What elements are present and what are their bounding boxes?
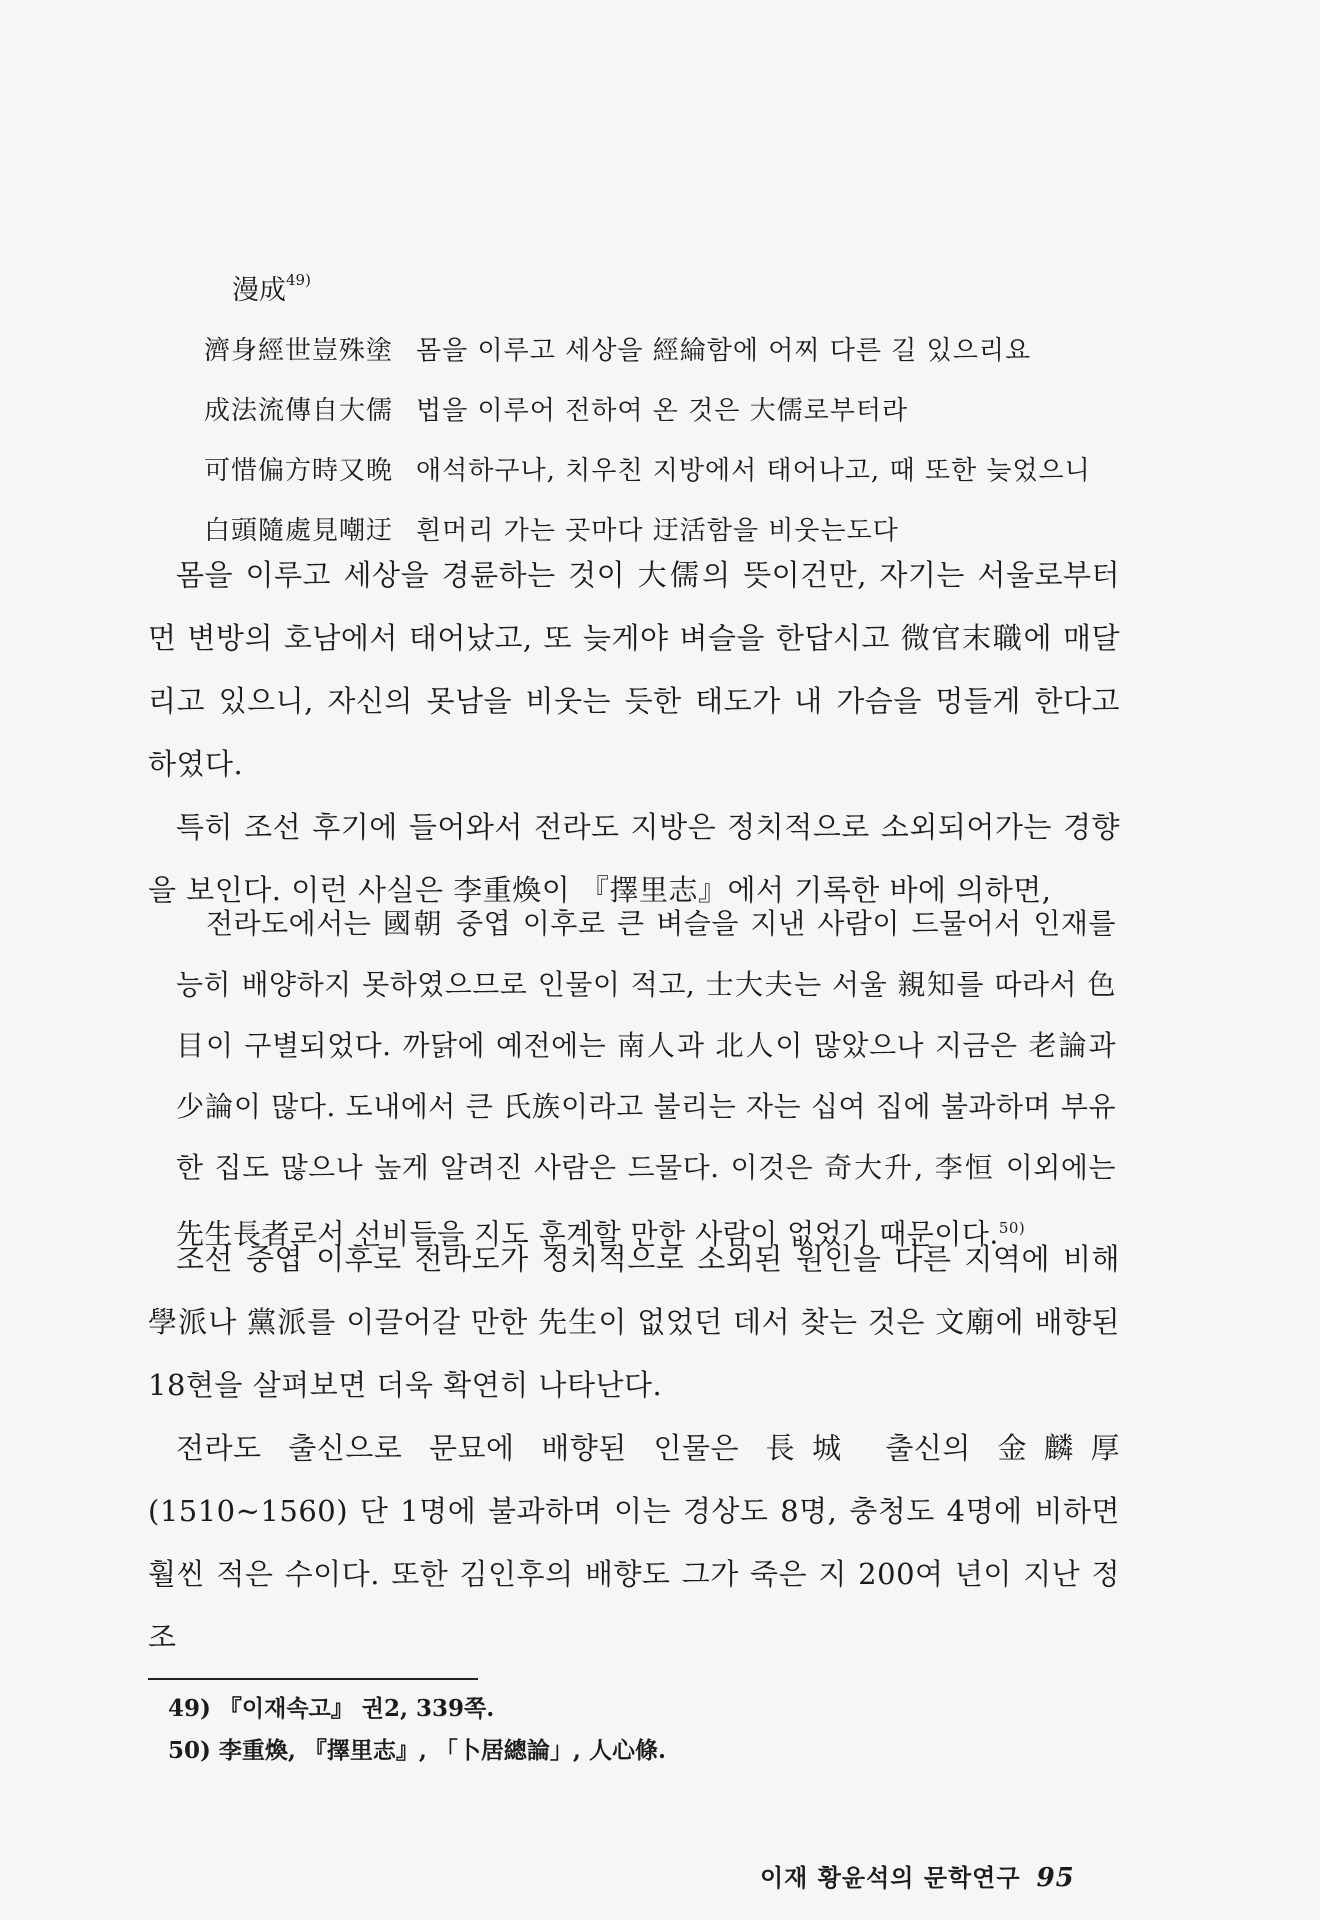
paragraph-2: 특히 조선 후기에 들어와서 전라도 지방은 정치적으로 소외되어가는 경향을 보인다. 이런 사실은 李重煥이 『擇里志』에서 기록한 바에 의하면, — [148, 810, 1120, 907]
running-title: 이재 황윤석의 문학연구 — [760, 1863, 1021, 1892]
paragraph-3: 조선 중엽 이후로 전라도가 정치적으로 소외된 원인을 다른 지역에 비해 學派나 黨派를 이끌어갈 만한 先生이 없었던 데서 찾는 것은 文廟에 배향된 18현을 살펴보면 더욱 확연히 나타난다. — [148, 1242, 1120, 1402]
paragraph-1: 몸을 이루고 세상을 경륜하는 것이 大儒의 뜻이건만, 자기는 서울로부터 먼 변방의 호남에서 태어났고, 또 늦게야 벼슬을 한답시고 微官末職에 매달리고 있으니, 자신의 못남을 비웃는 듯한 태도가 내 가슴을 멍들게 한다고 하였다. — [148, 558, 1120, 781]
poem-block — [204, 318, 1144, 558]
poem-line-hanja: 成法流傳自大儒 — [204, 395, 394, 426]
footnote-50: 50) 李重煥, 『擇里志』, 「卜居總論」, 人心條. — [168, 1737, 666, 1764]
poem-line-hanja: 可惜偏方時又晩 — [204, 455, 394, 486]
quote-text: 전라도에서는 國朝 중엽 이후로 큰 벼슬을 지낸 사람이 드물어서 인재를 능히 배양하지 못하였으므로 인물이 적고, 士大夫는 서울 親知를 따라서 色目이 구별되었다. 까닭에 예전에는 南人과 北人이 많았으나 지금은 老論과 少論이 많다. 도내에서 큰 氏族이라고 불리는 자는 십여 집에 불과하며 부유한 집도 많으나 높게 알려진 사람은 드물다. 이것은 奇大升, 李恒 이외에는 先生長者로서 선비들을 지도 훈계할 만한 사람이 없었기 때문이다. — [176, 907, 1116, 1251]
paragraph-4: 전라도 출신으로 문묘에 배향된 인물은 長城 출신의 金麟厚(1510∼1560) 단 1명에 불과하며 이는 경상도 8명, 충청도 4명에 비하면 훨씬 적은 수이다. 또한 김인후의 배향도 그가 죽은 지 200여 년이 지난 정조 — [148, 1431, 1120, 1654]
poem-line-translation: 법을 이루어 전하여 온 것은 大儒로부터라 — [416, 395, 909, 426]
block-quote — [176, 893, 1116, 1264]
poem-line-hanja: 白頭隨處見嘲迂 — [204, 515, 394, 546]
page-number: 95 — [1036, 1863, 1075, 1893]
footnote-49: 49) 『이재속고』 권2, 339쪽. — [168, 1695, 495, 1722]
body-paragraphs-bottom — [148, 1228, 1120, 1669]
footnote-divider — [148, 1678, 478, 1680]
body-paragraphs-top — [148, 544, 1120, 922]
poem-line-translation: 몸을 이루고 세상을 經綸함에 어찌 다른 길 있으리요 — [416, 335, 1032, 366]
poem-line — [204, 318, 1144, 378]
page-footer — [760, 1858, 1075, 1893]
footnote-marker-49: 49) — [286, 271, 311, 289]
footnotes — [168, 1688, 666, 1772]
poem-line-translation: 흰머리 가는 곳마다 迂活함을 비웃는도다 — [416, 515, 899, 546]
poem-line-translation: 애석하구나, 치우친 지방에서 태어나고, 때 또한 늦었으니 — [416, 455, 1091, 486]
poem-line — [204, 438, 1144, 498]
quote-paragraph — [176, 893, 1116, 1264]
poem-title — [232, 268, 311, 307]
poem-title-text: 漫成 — [232, 275, 286, 306]
poem-line — [204, 378, 1144, 438]
footnote-marker-50: 50) — [998, 1219, 1026, 1237]
poem-line-hanja: 濟身經世豈殊塗 — [204, 335, 394, 366]
